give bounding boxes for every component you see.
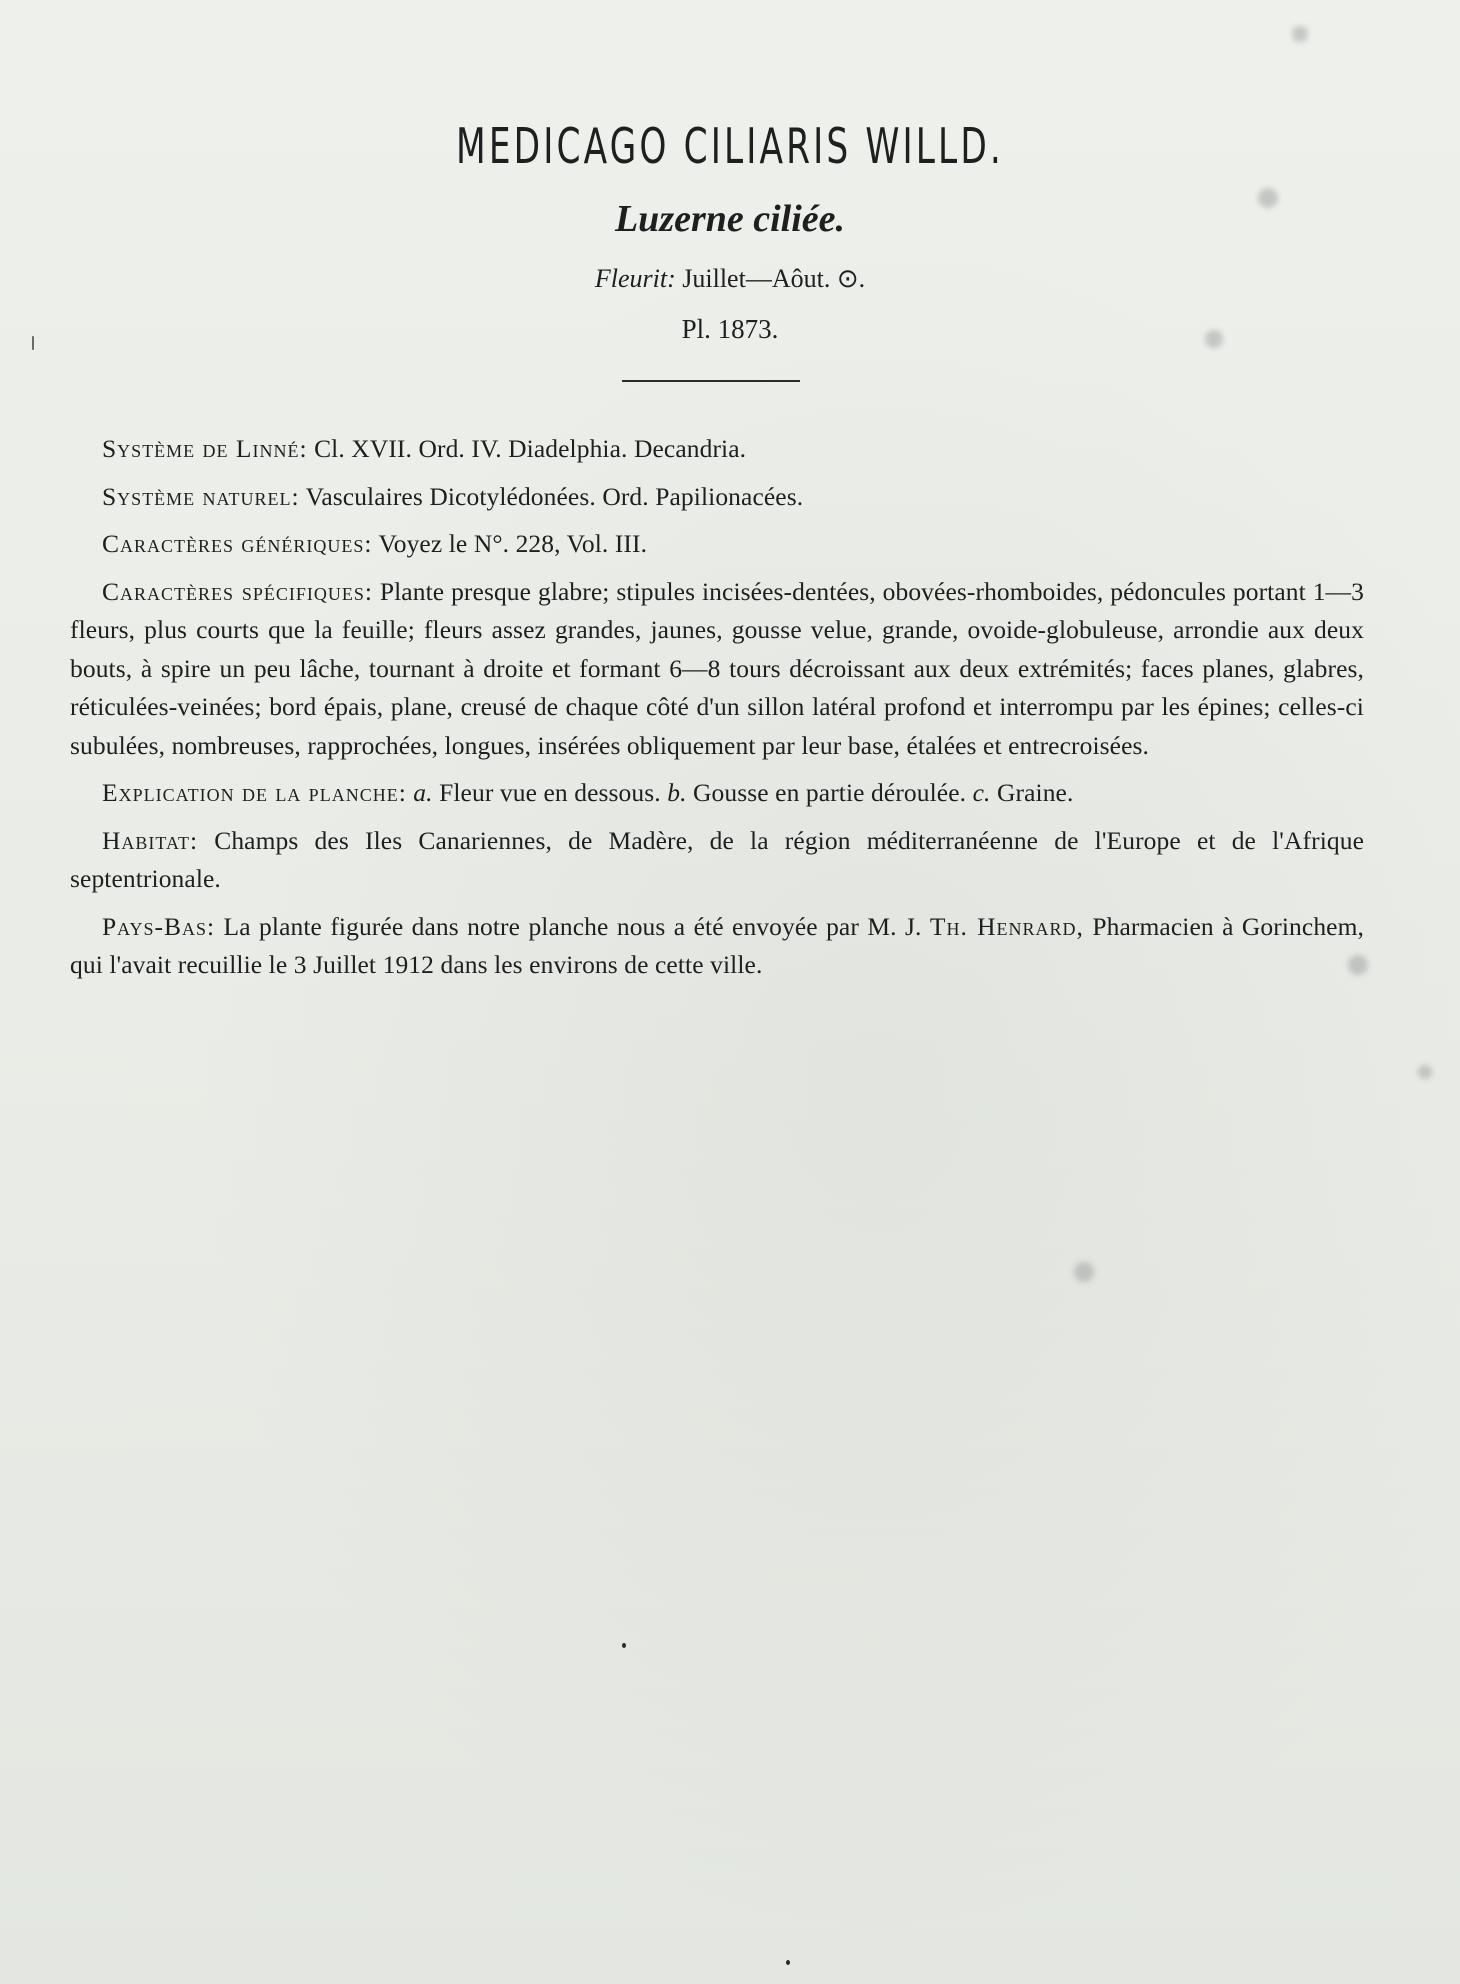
ink-speck xyxy=(622,1643,626,1648)
figure-key-b: b. xyxy=(667,778,687,807)
paper-stain xyxy=(1418,1065,1432,1079)
section-text: Vasculaires Dicotylédonées. Ord. Papilionacées. xyxy=(305,481,804,511)
section-explication xyxy=(70,774,1364,813)
paper-stain xyxy=(1292,26,1308,42)
section-text: Plante presque glabre; stipules incisées-dentées, obovées-rhomboides, pédoncules portant 1—3 fleurs, plus courts que la feuille; fleurs assez grandes, jaunes, gousse velue, grande, ovoide-globuleuse, arrondie aux deux bouts, à spire un peu lâche, tournant à droite et formant 6—8 tours décroissant aux deux extrémités; faces planes, glabres, réticulées-veinées; bord épais, plane, creusé de chaque côté d'un sillon latéral profond et interrompu par les épines; celles-ci subulées, nombreuses, rapprochées, longues, insérées obliquement par leur base, étalées et entrecroisées. xyxy=(70,576,1364,760)
section-text: La plante figurée dans notre planche nous a été envoyée par M. J. xyxy=(223,911,922,941)
section-specifiques xyxy=(70,573,1364,766)
section-label: Habitat: xyxy=(102,825,199,855)
section-text: Champs des Iles Canariennes, de Madère, de la région méditerranéenne de l'Europe et de l'Afrique septentrionale. xyxy=(70,825,1364,893)
section-habitat xyxy=(70,822,1364,899)
section-label: Système naturel: xyxy=(102,481,300,511)
plate-number: Pl. 1873. xyxy=(681,314,779,344)
section-label: Caractères génériques: xyxy=(102,529,373,558)
divider xyxy=(622,380,800,382)
paper-stain xyxy=(1074,1262,1094,1282)
common-name: Luzerne ciliée. xyxy=(614,198,846,240)
person-name: Th. Henrard, xyxy=(929,911,1084,941)
section-text: Voyez le N°. 228, Vol. III. xyxy=(378,529,648,558)
figure-text-c: Graine. xyxy=(996,778,1074,807)
page-title: MEDICAGO CILIARIS WILLD. xyxy=(456,118,1004,175)
section-label: Caractères spécifiques: xyxy=(102,576,373,606)
flowering-value: Juillet—Aôut. ⊙. xyxy=(682,264,866,293)
section-generiques xyxy=(70,525,1364,564)
section-text: Pharmacien à Gorinchem, qui l'avait recuillie le 3 Juillet 1912 dans les environs de cette ville. xyxy=(70,911,1365,979)
section-paysbas xyxy=(70,908,1364,985)
section-naturel xyxy=(70,478,1364,517)
section-label: Explication de la planche: xyxy=(102,778,407,807)
figure-key-c: c. xyxy=(972,778,991,807)
figure-key-a: a. xyxy=(413,778,433,807)
flowering-label: Fleurit: xyxy=(594,264,676,293)
section-label: Système de Linné: xyxy=(102,434,308,463)
figure-text-a: Fleur vue en dessous. xyxy=(439,778,661,807)
section-linne xyxy=(70,430,1364,469)
figure-text-b: Gousse en partie déroulée. xyxy=(693,778,967,807)
flowering-line xyxy=(0,266,1460,292)
section-text: Cl. XVII. Ord. IV. Diadelphia. Decandria. xyxy=(314,434,747,463)
section-label: Pays-Bas: xyxy=(102,911,216,941)
description-body xyxy=(70,430,1364,994)
ink-speck xyxy=(786,1960,790,1965)
